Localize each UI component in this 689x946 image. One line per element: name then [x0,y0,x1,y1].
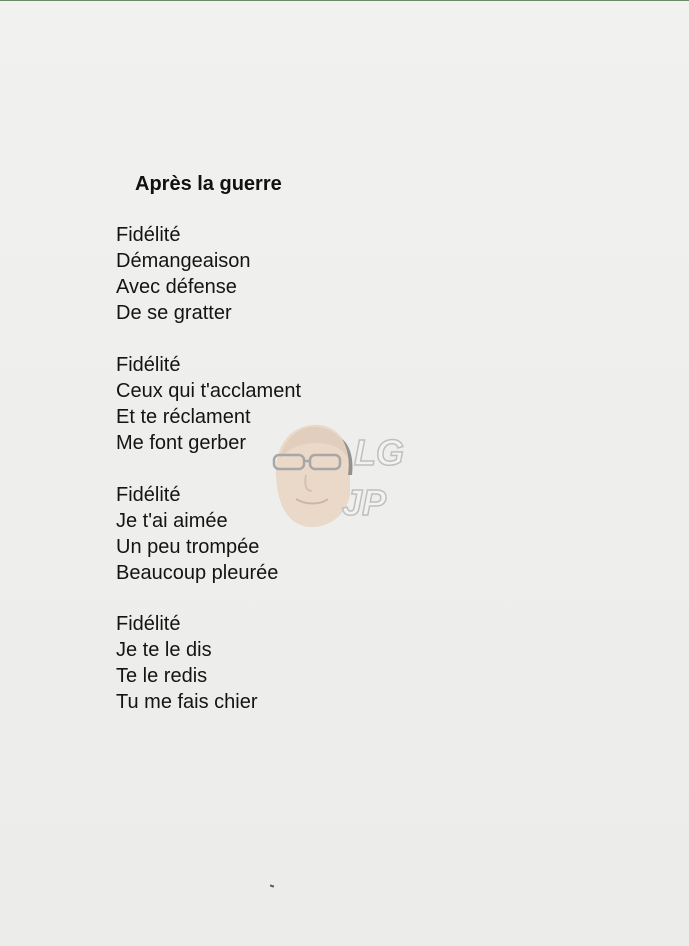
poem-line: Je te le dis [116,639,212,661]
poem-line: Beaucoup pleurée [116,562,279,584]
portrait-icon [274,425,353,527]
poem-line: Fidélité [116,484,181,506]
poem-line: Me font gerber [116,432,247,454]
poem-line: Fidélité [116,354,181,376]
poem-line: Un peu trompée [116,536,260,558]
logo-text-jp: JP [342,482,387,523]
stanza-1 [116,222,251,326]
stanza-3 [116,482,278,586]
stanza-4 [116,611,258,715]
poem-line: Démangeaison [116,250,251,272]
poem-line: Et te réclament [116,406,251,428]
watermark-logo [266,419,426,531]
poem-title: Après la guerre [135,173,282,195]
poem-line: Fidélité [116,224,181,246]
logo-text-lg: LG [354,432,404,473]
poem-line: De se gratter [116,302,232,324]
poem-line: Tu me fais chier [116,691,258,713]
poem-line: Fidélité [116,613,181,635]
poem-line: Ceux qui t'acclament [116,380,302,402]
poem-line: Je t'ai aimée [116,510,228,532]
lgjp-monogram-icon [342,432,404,523]
stray-mark [270,884,274,887]
poem-line: Avec défense [116,276,237,298]
poem-line: Te le redis [116,665,208,687]
